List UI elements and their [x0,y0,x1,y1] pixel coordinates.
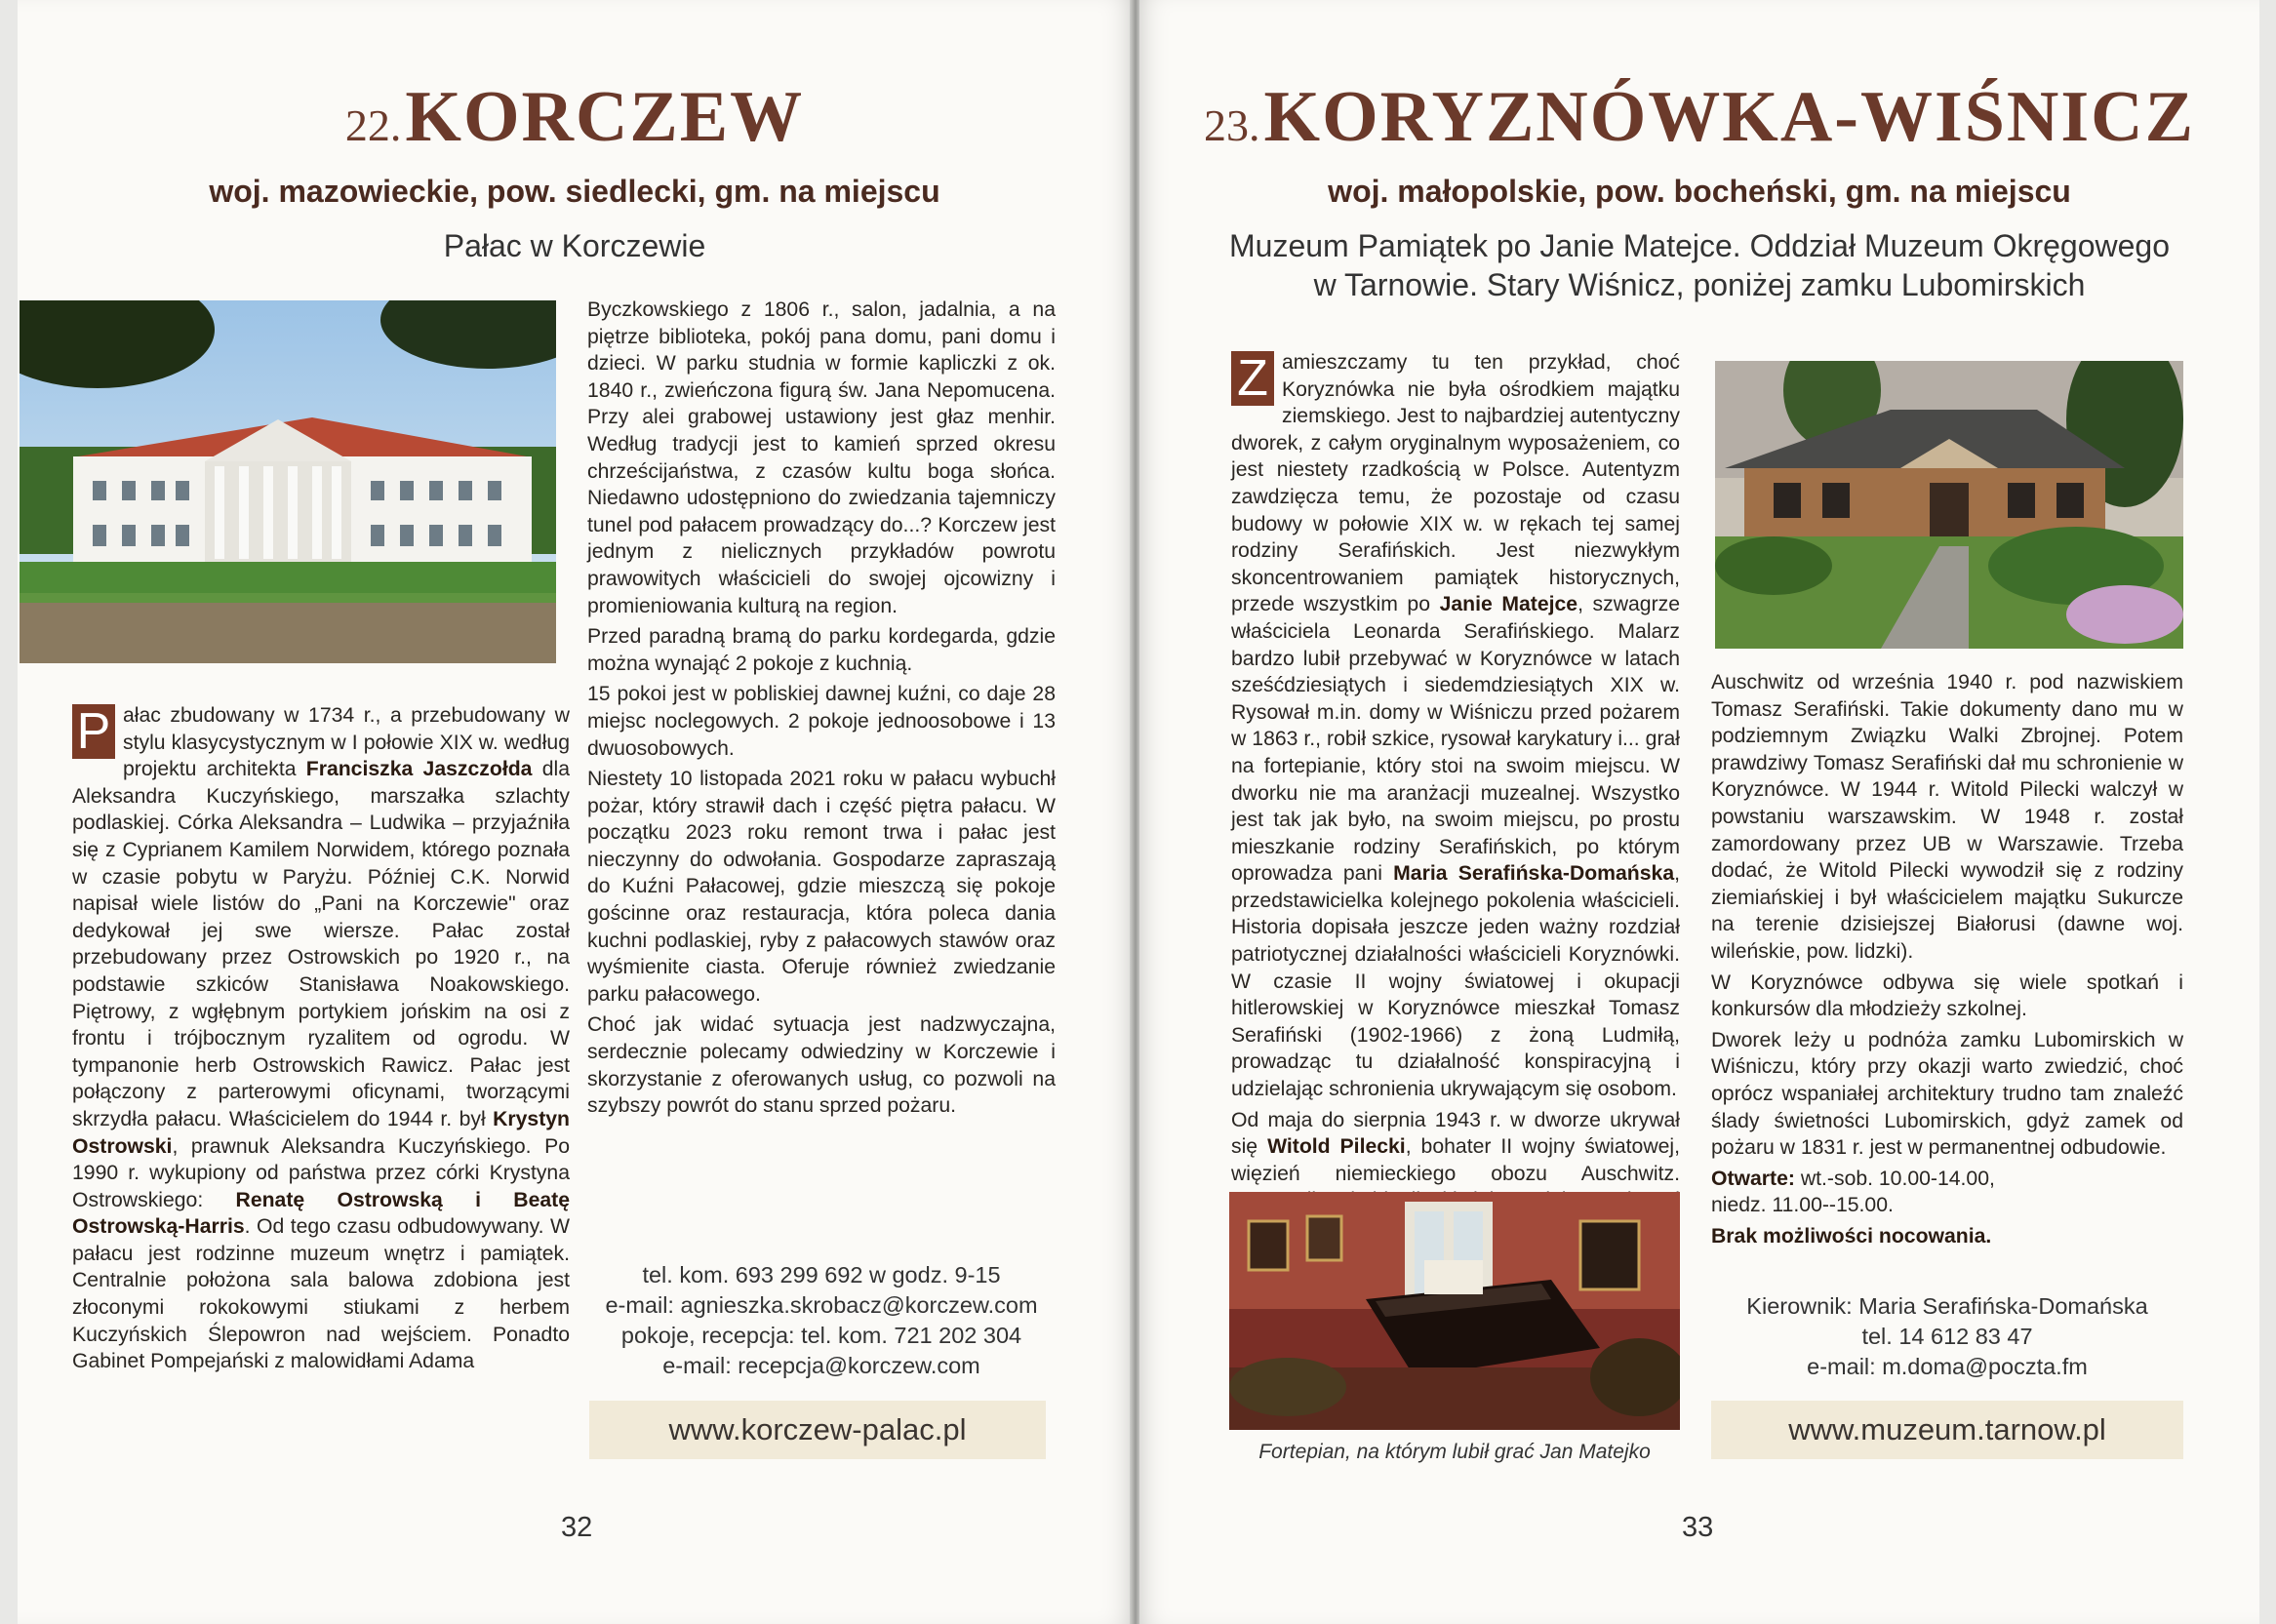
paragraph: Dworek leży u podnóża zamku Lubomirskich w Wiśniczu, który przy okazji warto zwiedzić, choć oprócz wspaniałej architektury trudno tam znaleźć ślady świetności Lubomirskich, gdyż zamek od pożaru w 1831 r. jest w permanentnej odbudowie. [1711,1028,2183,1160]
contact-rooms-phone: pokoje, recepcja: tel. kom. 721 202 304 [620,1323,1022,1348]
text: Od maja do sierpnia 1943 r. w dworze ukrywał się [1231,1108,1680,1159]
contact-block [1711,1291,2183,1382]
manor-house-photo [1715,361,2183,649]
contact-email[interactable]: e-mail: agnieszka.skrobacz@korczew.com [605,1292,1038,1318]
left-column-2 [587,297,1056,1124]
contact-phone: tel. kom. 693 299 692 w godz. 9-15 [642,1262,1001,1287]
contact-phone: tel. 14 612 83 47 [1861,1324,2033,1349]
section-heading: Pałac w Korczewie [443,228,706,263]
paragraph: 15 pokoi jest w pobliskiej dawnej kuźni, co daje 28 miejsc noclegowych. 2 pokoje jednoosobowe i 13 dwuosobowych. [587,683,1056,760]
right-column-2 [1711,669,2183,1253]
text: . Od tego czasu odbudowywany. W pałacu jest rodzinne muzeum wnętrz i pamiątek. Centralnie położona sala balowa zdobiona jest złoconymi rokokowymi stiukami z herbem Kuczyńskich Ślepowron nad wejściem. Ponadto Gabinet Pompejański z malowidłami Adama [72,1215,570,1373]
contact-email[interactable]: e-mail: m.doma@poczta.fm [1807,1354,2088,1379]
open-hours-2: niedz. 11.00--15.00. [1711,1194,1894,1217]
paragraph: Przed paradną bramą do parku kordegarda, gdzie można wynająć 2 pokoje z kuchnią. [587,625,1056,675]
text: , przedstawicielka kolejnego pokolenia właścicieli. Historia dopisała jeszcze jeden ważny rozdział patriotycznej działalności właścicieli Koryznówki. W czasie II wojny światowej i okupacji hitlerowskiej w Koryznówce mieszkał Tomasz Serafiński (1902-1966) z żoną Ludmiłą, prowadząc tu działalność konspiracyjną i udzielając schronienia ukrywającym się osobom. [1231,862,1680,1101]
entry-number: 23. [1204,100,1260,150]
region-line: woj. małopolskie, pow. bocheński, gm. na miejscu [1328,174,2071,209]
text: ałac zbudowany w 1734 r., a przebudowany w stylu klasycystycznym w I połowie XIX w. według projektu architekta [123,704,570,781]
contact-rooms-email[interactable]: e-mail: recepcja@korczew.com [662,1353,980,1378]
entry-title-koryznowka [1139,76,2259,159]
open-hours-1: wt.-sob. 10.00-14.00, [1794,1167,1995,1190]
palace-photo [20,300,556,663]
text: , bohater II wojny światowej, więzień niemieckiego obozu Auschwitz. [1231,1135,1680,1185]
photo-caption: Fortepian, na którym lubił grać Jan Matejko [1258,1441,1651,1463]
entry-number: 22. [344,100,402,150]
text: , prawnuk Aleksandra Kuczyńskiego. Po 1990 r. wykupiony od państwa przez córki Krystyna Ostrowskiego: [72,1134,570,1211]
right-page [1139,0,2259,1624]
dropcap: P [72,704,115,759]
entry-title-korczew [18,76,1132,159]
heading-line: Muzeum Pamiątek po Janie Matejce. Oddział Muzeum Okręgowego [1229,228,2170,263]
website-link[interactable]: www.muzeum.tarnow.pl [1711,1401,2183,1459]
paragraph: Byczkowskiego z 1806 r., salon, jadalnia, a na piętrze biblioteka, pokój pana domu, pani domu i dzieci. W parku studnia w formie kapliczki z ok. 1840 r., zwieńczona figurą św. Jana Nepomucena. Przy alei grabowej ustawiony jest głaz menhir. Według tradycji jest to kamień sprzed okresu chrześcijaństwa, z czasów kultu boga słońca. Niedawno udostępniono do zwiedzania tajemniczy tunel pod pałacem prowadzący do...? Korczew jest jednym z nielicznych przykładów powrotu prawowitych właścicieli do swojej ojcowizny i promieniowania kulturą na region. [587,298,1056,617]
bold-name: Renatę Ostrowską i Beatę Ostrowską-Harris [72,1188,570,1239]
website-link[interactable]: www.korczew-palac.pl [589,1401,1046,1459]
contact-block [587,1260,1056,1381]
entry-name: KORCZEW [405,77,805,157]
bold-name: Janie Matejce [1439,593,1578,616]
bold-name: Maria Serafińska-Domańska [1393,862,1675,886]
left-page [18,0,1132,1624]
heading-line: w Tarnowie. Stary Wiśnicz, poniżej zamku Lubomirskich [1313,267,2086,302]
piano-interior-photo [1229,1192,1680,1430]
text: amieszczamy tu ten przykład, choć Koryznówka nie była ośrodkiem majątku ziemskiego. Jest to najbardziej autentyczny dworek, z całym oryginalnym wyposażeniem, co jest niestety rzadkością w Polsce. Autentyzm zawdzięcza temu, że pozostaje od czasu budowy w połowie XIX w. w rękach tej samej rodziny Serafińskich. Jest niezwykłym skoncentrowaniem pamiątek historycznych, przede wszystkim po [1231,351,1680,616]
page-number: 33 [1682,1512,1714,1543]
bold-name: Witold Pilecki [1267,1135,1406,1159]
bold-name: Franciszka Jaszczołda [305,758,533,781]
region-line: woj. mazowieckie, pow. siedlecki, gm. na miejscu [209,174,940,209]
right-column-1 [1231,349,1680,1246]
section-heading [1139,226,2259,304]
text: , szwagrze właściciela Leonarda Serafińskiego. Malarz bardzo lubił przebywać w Koryznówce w latach sześćdziesiątych i siedemdziesiątych XIX w. Rysował m.in. domy w Wiśniczu przed pożarem w 1863 r., robił szkice, rysował karykatury i... grał na fortepianie, który stoi na swoim miejscu. W dworku nie ma aranżacji muzealnej. Wszystko jest tak jak było, na swoim miejscu, po prostu mieszkanie rodziny Serafińskich, po którym oprowadza pani [1231,593,1681,886]
bold-name: Krystyn Ostrowski [72,1107,570,1158]
text: dla Aleksandra Kuczyńskiego, marszałka szlachty podlaskiej. Córka Aleksandra – Ludwika – przyjaźniła się z Cyprianem Kamilem Norwidem, którego poznała w czasie pobytu w Paryżu. Później C.K. Norwid napisał wiele listów do „Pani na Korczewie" oraz dedykował jej swe wiersze. Pałac został przebudowany przez Ostrowskich po 1920 r., na podstawie szkiców Stanisława Noakowskiego. Piętrowy, z wgłębnym portykiem jońskim na osi z frontu i trójbocznym ryzalitem od ogrodu. W tympanonie herb Ostrowskich Rawicz. Pałac jest połączony z parterowymi oficynami, tworzącymi skrzydła pałacu. Właścicielem do 1944 r. był [72,758,570,1130]
paragraph: Choć jak widać sytuacja jest nadzwyczajna, serdecznie polecamy odwiedziny w Korczewie i skorzystanie z oferowanych usług, co pozwoli na szybszy powrót do stanu sprzed pożaru. [587,1013,1056,1118]
contact-manager: Kierownik: Maria Serafińska-Domańska [1746,1293,2148,1319]
paragraph: Auschwitz od września 1940 r. pod nazwiskiem Tomasz Serafiński. Takie dokumenty dano mu w podziemnym Związku Walki Zbrojnej. Potem prawdziwy Tomasz Serafiński dał mu schronienie w Koryznówce. W 1944 r. Witold Pilecki walczył w powstaniu warszawskim. W 1948 r. został zamordowany przez UB w Warszawie. Trzeba dodać, że Witold Pilecki wywodził się z rodziny ziemiańskiej i był właścicielem majątku Sukurcze na terenie dzisiejszej Białorusi (dawne woj. wileńskie, pow. lidzki). [1711,671,2183,963]
page-number: 32 [561,1512,593,1543]
paragraph: Niestety 10 listopada 2021 roku w pałacu wybuchł pożar, który strawił dach i część piętra pałacu. W początku 2023 roku remont trwa i pałac jest nieczynny do odwołania. Gospodarze zapraszają do Kuźni Pałacowej, gdzie mieszczą się pokoje gościnne oraz restauracja, która poleca dania kuchni podlaskiej, ryby z pałacowych stawów oraz wyśmienite ciasta. Oferuje również zwiedzanie parku pałacowego. [587,768,1056,1006]
no-lodging: Brak możliwości nocowania. [1711,1224,1992,1248]
left-column-1 [72,702,570,1379]
paragraph: W Koryznówce odbywa się wiele spotkań i konkursów dla młodzieży szkolnej. [1711,970,2183,1021]
dropcap: Z [1231,351,1274,406]
open-label: Otwarte: [1711,1167,1795,1190]
entry-name: KORYZNÓWKA-WIŚNICZ [1263,77,2195,157]
